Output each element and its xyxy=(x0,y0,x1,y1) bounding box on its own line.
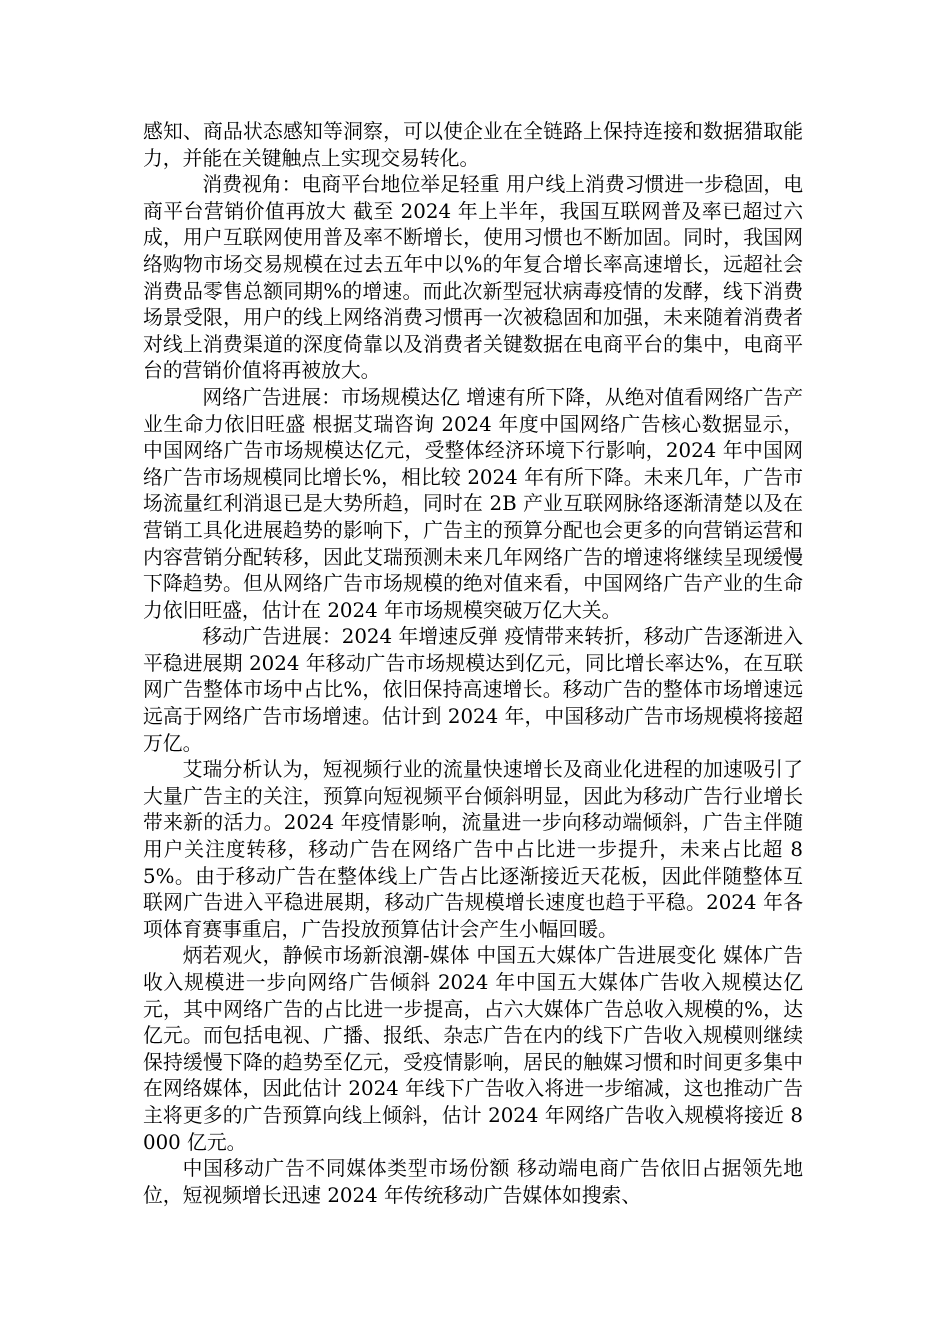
paragraph-mobile-advertising: 移动广告进展：2024 年增速反弹 疫情带来转折，移动广告逐渐进入平稳进展期 2024 年移动广告市场规模达到亿元，同比增长率达%，在互联网广告整体市场中占比%，依旧保持高速增长。移动广告的整体市场增速远远高于网络广告市场增速。估计到 2024 年，中国移动广告市场规模将接超万亿。 xyxy=(143,625,803,755)
document-body xyxy=(143,119,803,1209)
paragraph-mobile-media-share: 中国移动广告不同媒体类型市场份额 移动端电商广告依旧占据领先地位，短视频增长迅速 2024 年传统移动广告媒体如搜索、 xyxy=(143,1157,803,1207)
paragraph-online-advertising: 网络广告进展：市场规模达亿 增速有所下降，从绝对值看网络广告产业生命力依旧旺盛 根据艾瑞咨询 2024 年度中国网络广告核心数据显示，中国网络广告市场规模达亿元，受整体经济环境下行影响，2024 年中国网络广告市场规模同比增长%，相比较 2024 年有所下降。未来几年，广告市场流量红利消退已是大势所趋，同时在 2B 产业互联网脉络逐渐清楚以及在营销工具化进展趋势的影响下，广告主的预算分配也会更多的向营销运营和内容营销分配转移，因此艾瑞预测未来几年网络广告的增速将继续呈现缓慢下降趋势。但从网络广告市场规模的绝对值来看，中国网络广告产业的生命力依旧旺盛，估计在 2024 年市场规模突破万亿大关。 xyxy=(143,385,803,622)
paragraph-continuation: 感知、商品状态感知等洞察，可以使企业在全链路上保持连接和数据猎取能力，并能在关键触点上实现交易转化。 xyxy=(143,120,803,170)
paragraph-iresearch-analysis: 艾瑞分析认为，短视频行业的流量快速增长及商业化进程的加速吸引了大量广告主的关注，预算向短视频平台倾斜明显，因此为移动广告行业增长带来新的活力。2024 年疫情影响，流量进一步向移动端倾斜，广告主伴随用户关注度转移，移动广告在网络广告中占比进一步提升，未来占比超 85%。由于移动广告在整体线上广告占比逐渐接近天花板，因此伴随整体互联网广告进入平稳进展期，移动广告规模增长速度也趋于平稳。2024 年各项体育赛事重启，广告投放预算估计会产生小幅回暖。 xyxy=(143,758,803,941)
paragraph-consumer-perspective: 消费视角：电商平台地位举足轻重 用户线上消费习惯进一步稳固，电商平台营销价值再放大 截至 2024 年上半年，我国互联网普及率已超过六成，用户互联网使用普及率不断增长，使用习惯也不断加固。同时，我国网络购物市场交易规模在过去五年中以%的年复合增长率高速增长，远超社会消费品零售总额同期%的增速。而此次新型冠状病毒疫情的发酵，线下消费场景受限，用户的线上网络消费习惯再一次被稳固和加强，未来随着消费者对线上消费渠道的深度倚靠以及消费者关键数据在电商平台的集中，电商平台的营销价值将再被放大。 xyxy=(143,173,803,383)
paragraph-media-advertising: 炳若观火，静候市场新浪潮-媒体 中国五大媒体广告进展变化 媒体广告收入规模进一步向网络广告倾斜 2024 年中国五大媒体广告收入规模达亿元，其中网络广告的占比进一步提高，占六大媒体广告总收入规模的%，达亿元。而包括电视、广播、报纸、杂志广告在内的线下广告收入规模则继续保持缓慢下降的趋势至亿元，受疫情影响，居民的触媒习惯和时间更多集中在网络媒体，因此估计 2024 年线下广告收入将进一步缩减，这也推动广告主将更多的广告预算向线上倾斜，估计 2024 年网络广告收入规模将接近 8000 亿元。 xyxy=(143,944,803,1154)
